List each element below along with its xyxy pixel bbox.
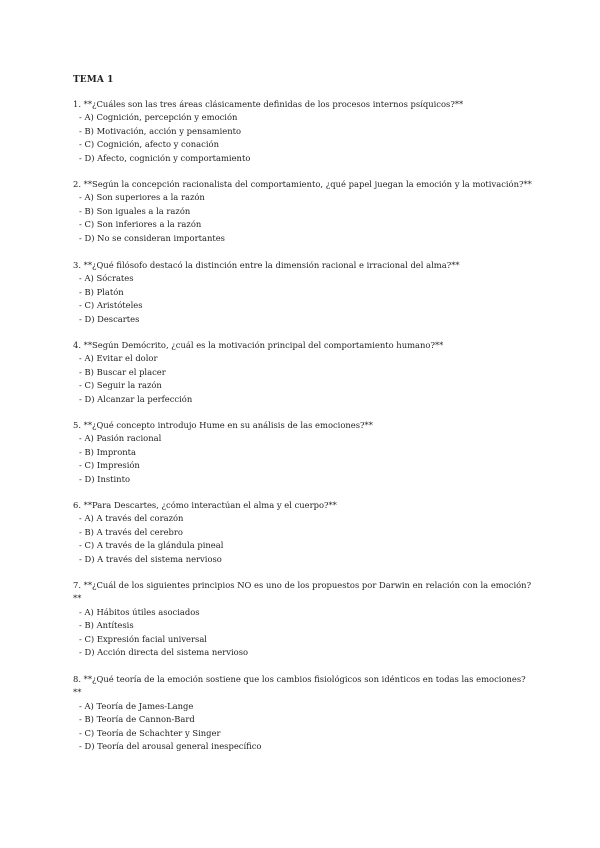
answer-option: - B) Platón: [79, 286, 124, 297]
answer-option: - C) Impresión: [79, 460, 140, 471]
question-block: [73, 579, 533, 659]
answer-option: - C) Son inferiores a la razón: [79, 219, 202, 230]
answer-option: - D) Alcanzar la perfección: [79, 393, 193, 404]
answer-option: - C) Aristóteles: [79, 300, 143, 311]
answer-option: - A) Cognición, percepción y emoción: [79, 112, 238, 123]
answer-option: - B) Son iguales a la razón: [79, 205, 191, 216]
question-block: [73, 259, 533, 326]
answer-option: - B) Motivación, acción y pensamiento: [79, 125, 242, 136]
answer-option: - D) A través del sistema nervioso: [79, 553, 222, 564]
answer-option: - A) Sócrates: [79, 273, 134, 284]
answer-option: - A) A través del corazón: [79, 513, 184, 524]
answer-option: - D) Acción directa del sistema nervioso: [79, 647, 249, 658]
answer-option: - D) Afecto, cognición y comportamiento: [79, 152, 251, 163]
answer-option: - D) No se consideran importantes: [79, 232, 225, 243]
answer-option: - D) Instinto: [79, 473, 130, 484]
question-text: 1. **¿Cuáles son las tres áreas clásicamente definidas de los procesos internos psíquicos?**: [73, 99, 464, 109]
answer-option: - D) Teoría del arousal general inespecífico: [79, 741, 262, 752]
question-block: [73, 339, 533, 406]
answer-option: - A) Son superiores a la razón: [79, 192, 205, 203]
question-text: 5. **¿Qué concepto introdujo Hume en su análisis de las emociones?**: [73, 420, 373, 430]
question-block: [73, 178, 533, 245]
answer-option: - C) A través de la glándula pineal: [79, 540, 224, 551]
answer-option: - C) Expresión facial universal: [79, 633, 207, 644]
answer-option: - B) Antítesis: [79, 620, 134, 631]
question-block: [73, 98, 533, 165]
answer-option: - B) A través del cerebro: [79, 526, 183, 537]
question-text: 3. **¿Qué filósofo destacó la distinción entre la dimensión racional e irracional del alma?**: [73, 260, 460, 270]
answer-option: - A) Hábitos útiles asociados: [79, 606, 200, 617]
answer-option: - B) Teoría de Cannon-Bard: [79, 714, 195, 725]
answer-option: - C) Teoría de Schachter y Singer: [79, 727, 221, 738]
question-text: 6. **Para Descartes, ¿cómo interactúan el alma y el cuerpo?**: [73, 500, 337, 510]
question-text: 4. **Según Demócrito, ¿cuál es la motivación principal del comportamiento humano?**: [73, 340, 444, 350]
answer-option: - C) Seguir la razón: [79, 380, 162, 391]
question-text: 7. **¿Cuál de los siguientes principios NO es uno de los propuestos por Darwin en relación con la emoción?**: [73, 580, 532, 604]
document-title: TEMA 1: [73, 75, 114, 85]
answer-option: - A) Pasión racional: [79, 433, 162, 444]
answer-option: - C) Cognición, afecto y conación: [79, 139, 219, 150]
answer-option: - B) Impronta: [79, 446, 136, 457]
answer-option: - D) Descartes: [79, 313, 140, 324]
question-block: [73, 499, 533, 566]
question-text: 2. **Según la concepción racionalista del comportamiento, ¿qué papel juegan la emoción y la motivación?**: [73, 179, 532, 189]
question-text: 8. **¿Qué teoría de la emoción sostiene que los cambios fisiológicos son idénticos en todas las emociones?**: [73, 674, 526, 698]
question-block: [73, 673, 533, 753]
answer-option: - A) Teoría de James-Lange: [79, 700, 194, 711]
answer-option: - B) Buscar el placer: [79, 366, 166, 377]
question-block: [73, 419, 533, 486]
answer-option: - A) Evitar el dolor: [79, 353, 158, 364]
